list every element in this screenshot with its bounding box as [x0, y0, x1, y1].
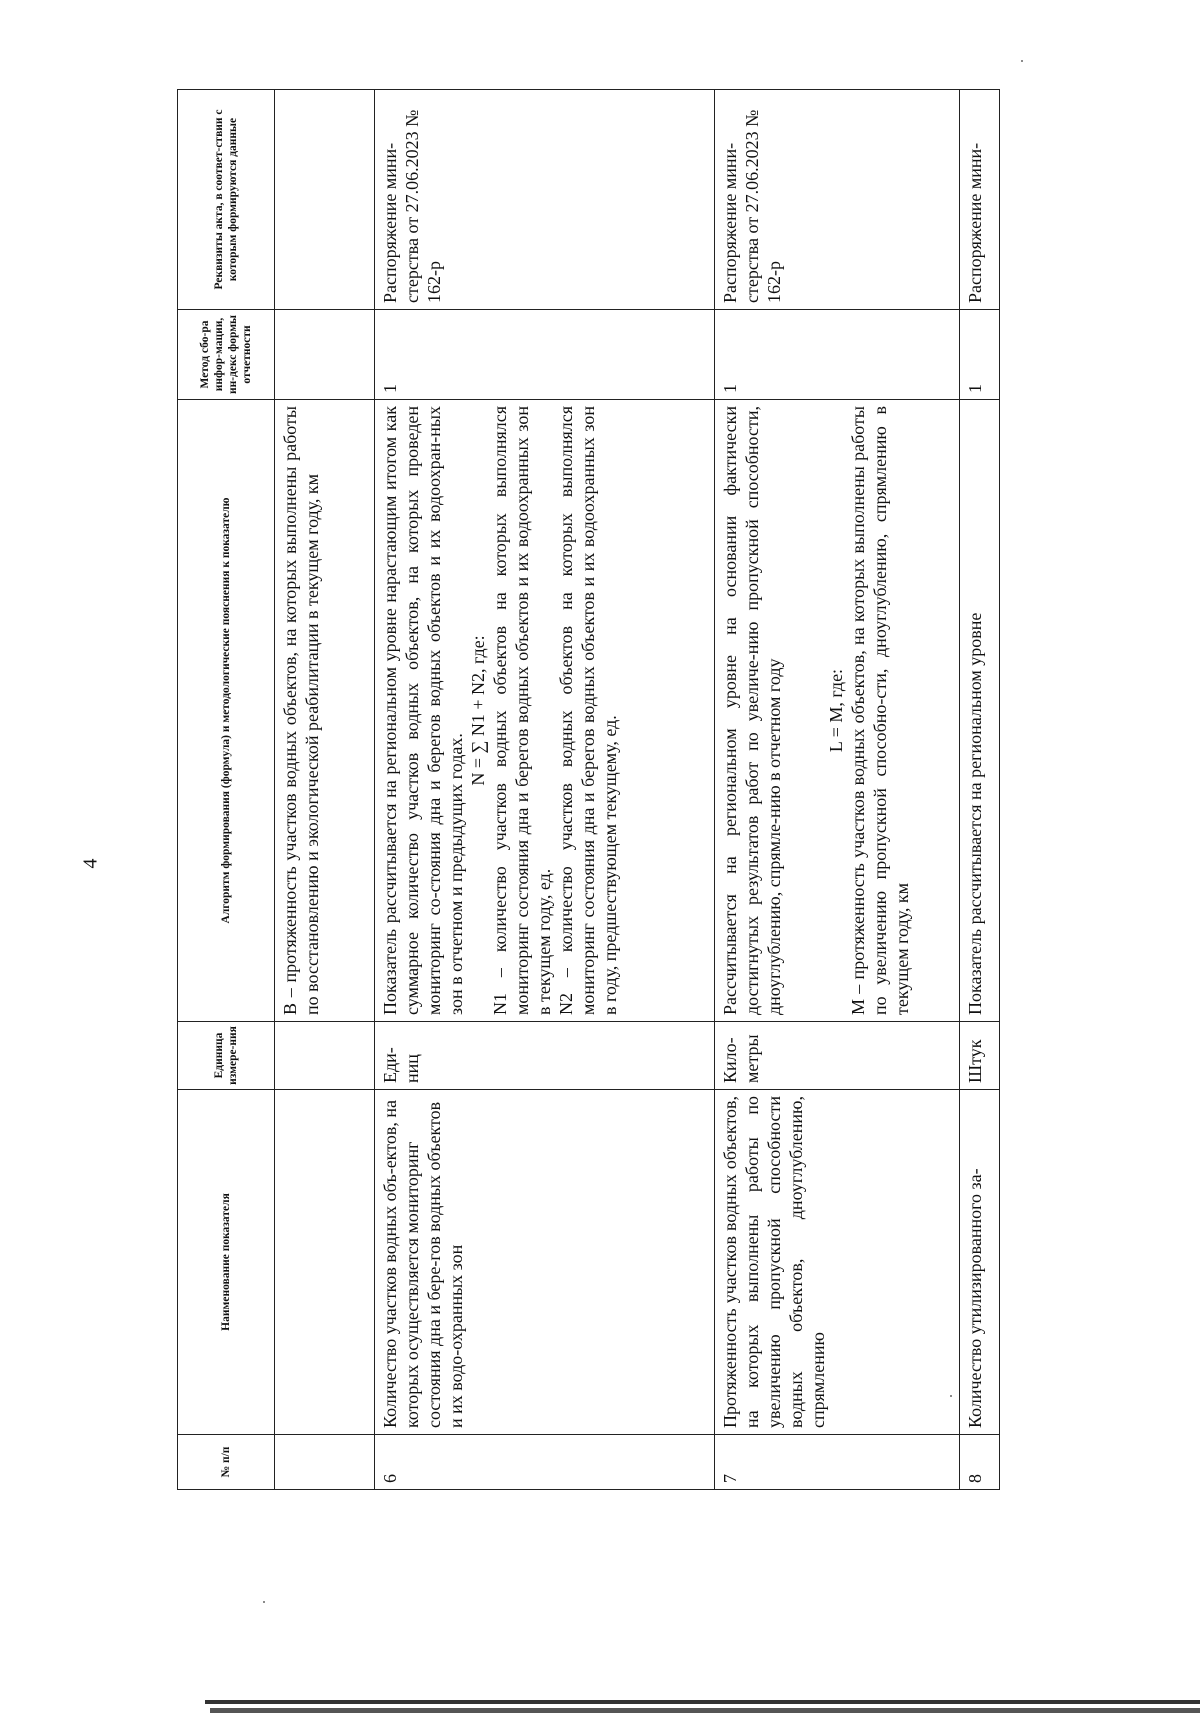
- scan-edge-line: [210, 1708, 1200, 1713]
- cell-method: 1: [375, 310, 715, 400]
- scan-edge-line: [205, 1700, 1200, 1704]
- scan-speck: [263, 1601, 265, 1603]
- cell-num: 8: [960, 1435, 1000, 1490]
- header-act: Реквизиты акта, в соответ-ствии с которым формируются данные: [178, 90, 275, 310]
- cell-name: [275, 1090, 375, 1435]
- rotated-table-container: [177, 90, 1187, 1490]
- header-algorithm: Алгоритм формирования (формула) и методологические пояснения к показателю: [178, 400, 275, 1022]
- table-row: [960, 90, 1000, 1490]
- formula: N = ∑ N1 + N2, где:: [468, 635, 488, 786]
- cell-unit: Штук: [960, 1022, 1000, 1090]
- scan-speck: [1021, 60, 1023, 62]
- cell-unit: Еди-ниц: [375, 1022, 715, 1090]
- algorithm-text: Показатель рассчитывается на региональном уровне нарастающим итогом как суммарное количество участков водных объектов, на которых проведен мониторинг со-стояния дна и берегов водных объектов и их водоохран-ных зон в отчетном и предыдущих годах.: [380, 406, 466, 1015]
- cell-method: [275, 310, 375, 400]
- cell-algorithm: [375, 400, 715, 1022]
- header-unit: Единица измере-ния: [178, 1022, 275, 1090]
- cell-unit: Кило-метры: [715, 1022, 960, 1090]
- page-number: 4: [79, 858, 102, 869]
- table-row: [275, 90, 375, 1490]
- algorithm-text: Показатель рассчитывается на региональном уровне: [965, 612, 985, 1015]
- cell-act: [275, 90, 375, 310]
- table-row: [715, 90, 960, 1490]
- cell-algorithm: [960, 400, 1000, 1022]
- header-num: № п/п: [178, 1435, 275, 1490]
- cell-algorithm: [275, 400, 375, 1022]
- cell-name: Протяженность участков водных объектов, на которых выполнены работы по увеличению пропускной способности водных объектов, дноуглублению, спрямлению: [715, 1090, 960, 1435]
- algorithm-text: N2 – количество участков водных объектов на которых выполнялся мониторинг состояния дна и берегов водных объектов и их водоохранных зон в году, предшествующем текущему, ед.: [556, 406, 620, 1015]
- cell-unit: [275, 1022, 375, 1090]
- cell-method: 1: [960, 310, 1000, 400]
- cell-method: 1: [715, 310, 960, 400]
- algorithm-text: M – протяженность участков водных объектов, на которых выполнены работы по увеличению пропускной способно-сти, дноуглублению, спрямлению в текущем году, км: [848, 406, 912, 1015]
- algorithm-text: В – протяженность участков водных объектов, на которых выполнены работы по восстановлению и экологической реабилитации в текущем году, км: [280, 406, 322, 1015]
- table-row: [375, 90, 715, 1490]
- cell-name: Количество утилизированного за-: [960, 1090, 1000, 1435]
- cell-name: Количество участков водных объ-ектов, на которых осуществляется мониторинг состояния дна и бере-гов водных объектов и их водо-охранных зон: [375, 1090, 715, 1435]
- header-method: Метод сбо-ра инфор-мации, ин-декс формы отчетности: [178, 310, 275, 400]
- cell-act: Распоряжение мини-стерства от 27.06.2023 № 162-р: [375, 90, 715, 310]
- header-name: Наименование показателя: [178, 1090, 275, 1435]
- cell-num: 7: [715, 1435, 960, 1490]
- algorithm-text: N1 – количество участков водных объектов на которых выполнялся мониторинг состояния дна и берегов водных объектов и их водоохранных зон в текущем году, ед.: [490, 406, 554, 1015]
- cell-act: Распоряжение мини-стерства от 27.06.2023 № 162-р: [715, 90, 960, 310]
- cell-num: 6: [375, 1435, 715, 1490]
- formula: L = M, где:: [826, 668, 846, 753]
- algorithm-text: Рассчитывается на региональном уровне на основании фактически достигнутых результатов работ по увеличе-нию пропускной способности, дноуглублению, спрямле-нию в отчетном году: [720, 406, 784, 1015]
- cell-act: Распоряжение мини-: [960, 90, 1000, 310]
- cell-num: [275, 1435, 375, 1490]
- scan-speck: [950, 1395, 952, 1397]
- cell-algorithm: [715, 400, 960, 1022]
- table-header-row: [178, 90, 275, 1490]
- indicators-table: [177, 89, 1000, 1490]
